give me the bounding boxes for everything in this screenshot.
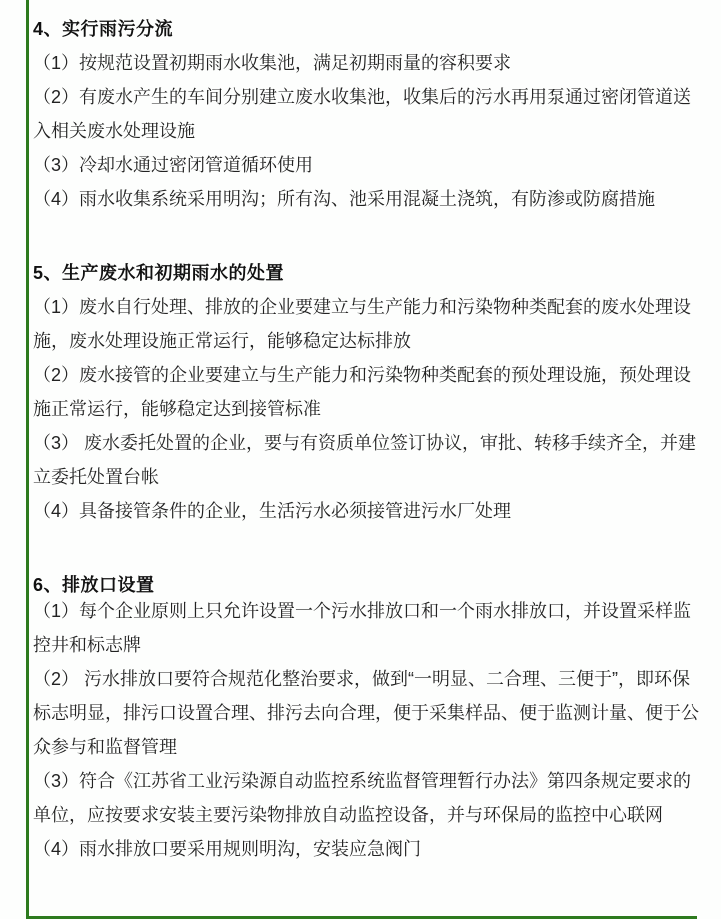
section-discharge-outlet-setup [33, 568, 703, 866]
section-heading: 4、实行雨污分流 [33, 19, 174, 39]
list-item: （1）按规范设置初期雨水收集池，满足初期雨量的容积要求 [33, 53, 512, 73]
list-item: （2） 污水排放口要符合规范化整治要求，做到“一明显、二合理、三便于”，即环保标志明显，排污口设置合理、排污去向合理，便于采集样品、便于监测计量、便于公众参与和监督管理 [33, 669, 699, 757]
section-rain-sewage-diversion [33, 12, 703, 216]
list-item: （1）废水自行处理、排放的企业要建立与生产能力和污染物种类配套的废水处理设施，废水处理设施正常运行，能够稳定达标排放 [33, 297, 692, 351]
list-item: （3）符合《江苏省工业污染源自动监控系统监督管理暂行办法》第四条规定要求的单位，应按要求安装主要污染物排放自动监控设备，并与环保局的监控中心联网 [33, 771, 692, 825]
list-item: （3）冷却水通过密闭管道循环使用 [33, 155, 314, 175]
list-item: （2）有废水产生的车间分别建立废水收集池，收集后的污水再用泵通过密闭管道送入相关废水处理设施 [33, 87, 692, 141]
list-item: （4）雨水排放口要采用规则明沟，安装应急阀门 [33, 839, 422, 859]
list-item: （4）具备接管条件的企业，生活污水必须接管进污水厂处理 [33, 501, 512, 521]
list-item: （1）每个企业原则上只允许设置一个污水排放口和一个雨水排放口，并设置采样监控井和标志牌 [33, 601, 692, 655]
document-content [33, 12, 703, 866]
left-accent-border [26, 0, 29, 919]
list-item: （4）雨水收集系统采用明沟；所有沟、池采用混凝土浇筑，有防渗或防腐措施 [33, 189, 656, 209]
section-heading: 6、排放口设置 [33, 575, 155, 595]
list-item: （3） 废水委托处置的企业，要与有资质单位签订协议，审批、转移手续齐全，并建立委托处置台帐 [33, 433, 697, 487]
section-heading: 5、生产废水和初期雨水的处置 [33, 263, 285, 283]
list-item: （2）废水接管的企业要建立与生产能力和污染物种类配套的预处理设施，预处理设施正常运行，能够稳定达到接管标准 [33, 365, 692, 419]
section-wastewater-initial-rain-disposal [33, 256, 703, 528]
